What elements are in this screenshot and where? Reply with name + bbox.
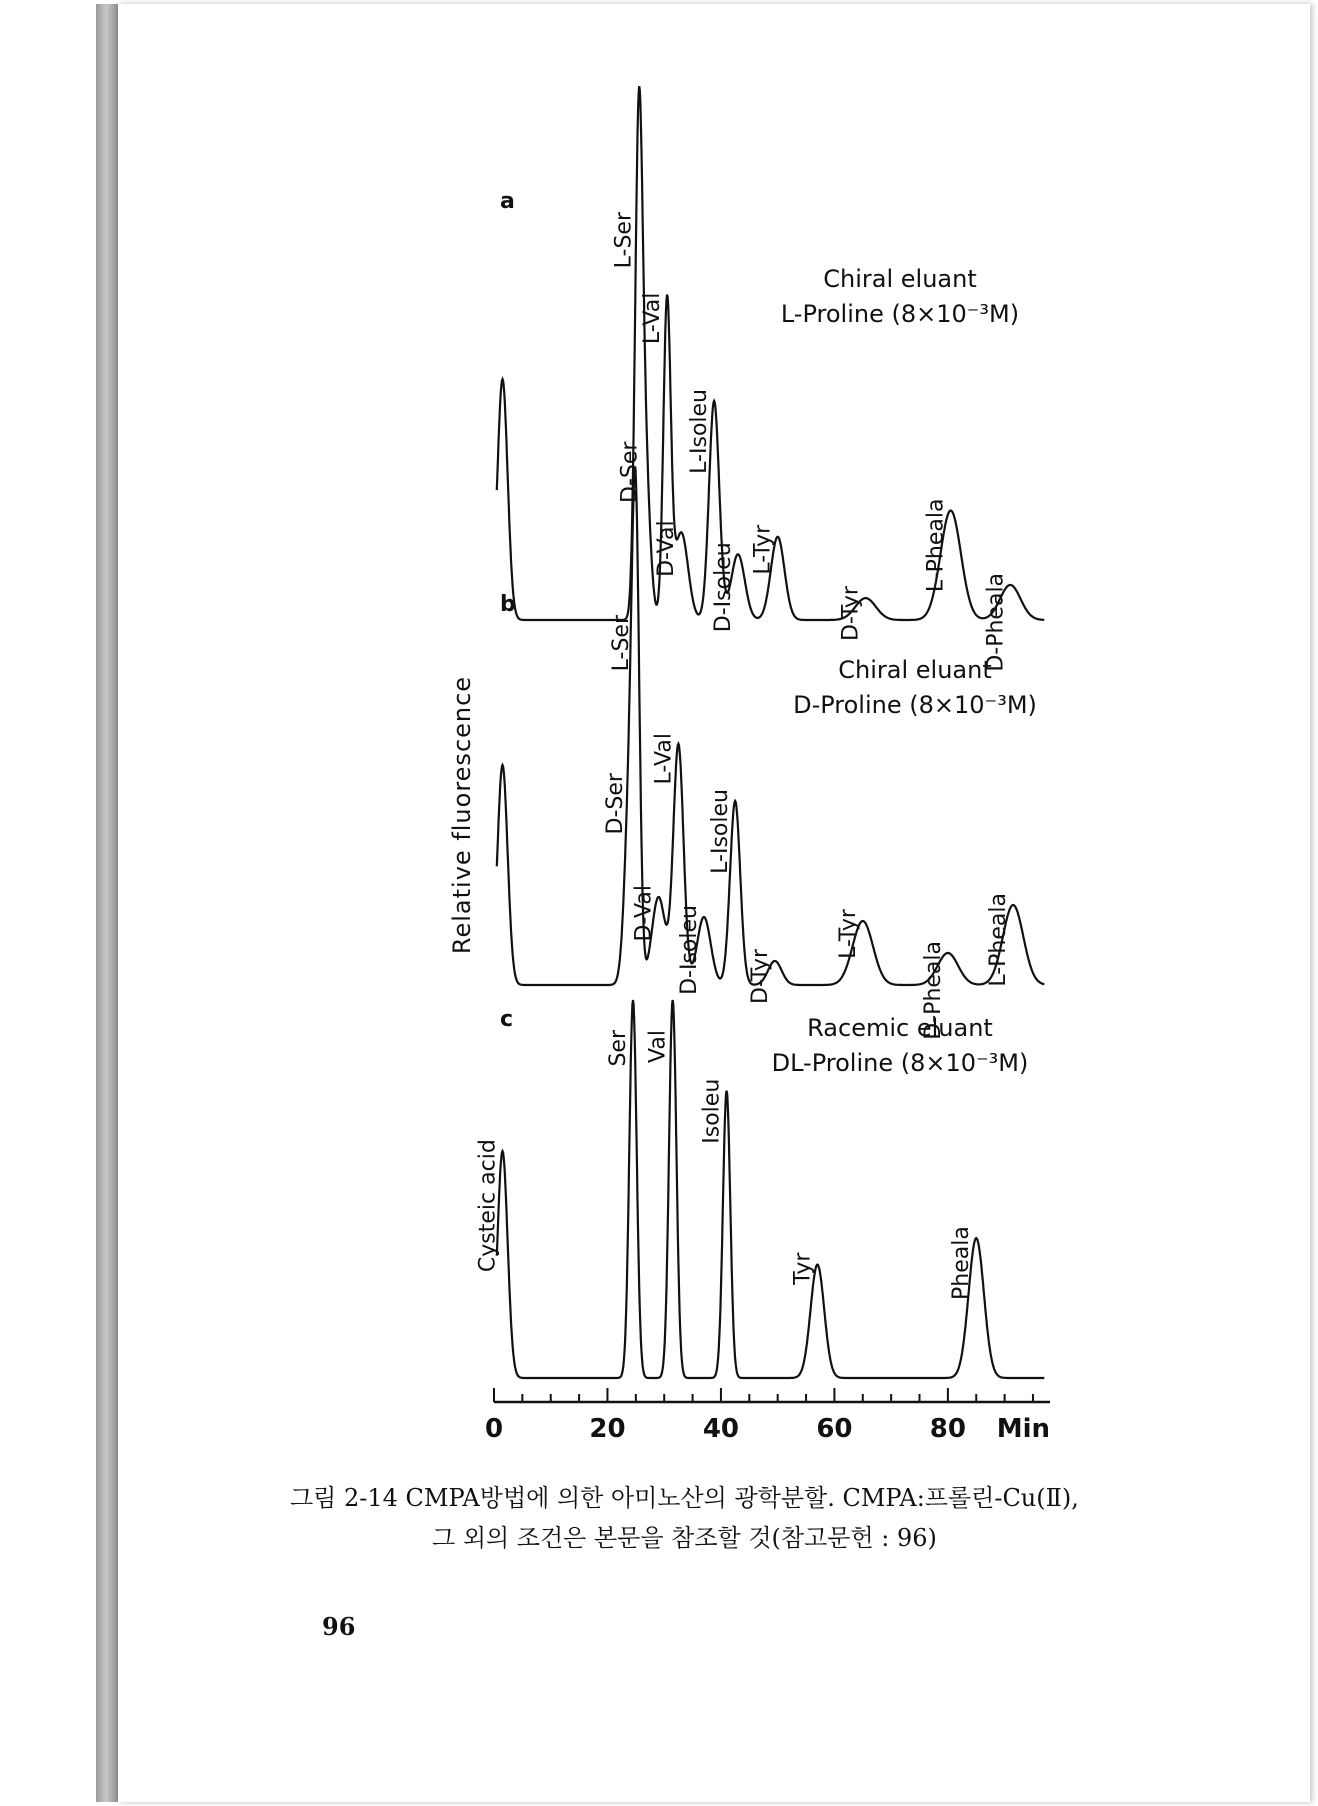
x-tick-label: 80 bbox=[929, 1414, 966, 1444]
peak-label: D-Ser bbox=[617, 441, 643, 503]
x-axis-label: Min bbox=[996, 1414, 1050, 1444]
eluant-conc-a: L-Proline (8×10⁻³M) bbox=[780, 300, 1020, 328]
peak-label: L-Tyr bbox=[835, 909, 861, 959]
eluant-title-b: Chiral eluant bbox=[838, 656, 992, 684]
peak-label: L-Ser bbox=[611, 212, 637, 269]
peak-label: L-Isoleu bbox=[687, 389, 713, 474]
x-tick-label: 60 bbox=[816, 1414, 853, 1444]
peak-label: Cysteic acid bbox=[475, 1139, 501, 1273]
peak-label: D-Isoleu bbox=[710, 542, 736, 633]
x-tick-label: 40 bbox=[702, 1414, 740, 1444]
peak-label: L-Pheala bbox=[986, 893, 1012, 987]
peak-label: Tyr bbox=[790, 1252, 816, 1285]
peak-label: Val bbox=[645, 1030, 671, 1063]
y-axis-label: Relative fluorescence bbox=[448, 675, 476, 955]
peak-label: L-Pheala bbox=[923, 498, 949, 593]
peak-label: D-Ser bbox=[603, 773, 629, 835]
peak-label: D-Tyr bbox=[747, 949, 773, 1004]
peak-label: D-Tyr bbox=[838, 586, 864, 642]
peak-label: Pheala bbox=[949, 1226, 975, 1300]
peak-label: D-Pheala bbox=[920, 941, 946, 1040]
peak-label: D-Pheala bbox=[983, 572, 1009, 672]
eluant-title-c: Racemic eluant bbox=[807, 1014, 993, 1042]
peak-label: L-Tyr bbox=[750, 524, 776, 575]
eluant-conc-b: D-Proline (8×10⁻³M) bbox=[793, 691, 1037, 719]
peak-label: D-Isoleu bbox=[676, 905, 702, 995]
panel-label-b: b bbox=[500, 592, 516, 617]
peak-label: L-Val bbox=[640, 292, 666, 345]
x-tick-label: 0 bbox=[484, 1414, 504, 1444]
peak-label: Isoleu bbox=[699, 1078, 725, 1144]
peak-label: L-Ser bbox=[608, 615, 634, 672]
page-number: 96 bbox=[322, 1612, 356, 1641]
figure-caption-line-2: 그 외의 조건은 본문을 참조할 것(참고문헌 : 96) bbox=[432, 1524, 937, 1552]
peak-label: D-Val bbox=[654, 520, 680, 577]
figure-caption-line-1: 그림 2-14 CMPA방법에 의한 아미노산의 광학분할. CMPA:프롤린-Cu(Ⅱ), bbox=[290, 1484, 1079, 1512]
peak-label: D-Val bbox=[631, 885, 657, 942]
eluant-conc-c: DL-Proline (8×10⁻³M) bbox=[771, 1049, 1029, 1077]
peak-label: Ser bbox=[606, 1030, 631, 1067]
peak-label: L-Val bbox=[651, 733, 677, 785]
panel-label-c: c bbox=[500, 1007, 514, 1032]
eluant-title-a: Chiral eluant bbox=[823, 265, 977, 293]
peak-label: L-Isoleu bbox=[708, 789, 734, 874]
x-tick-label: 20 bbox=[589, 1414, 626, 1444]
panel-label-a: a bbox=[500, 189, 515, 214]
